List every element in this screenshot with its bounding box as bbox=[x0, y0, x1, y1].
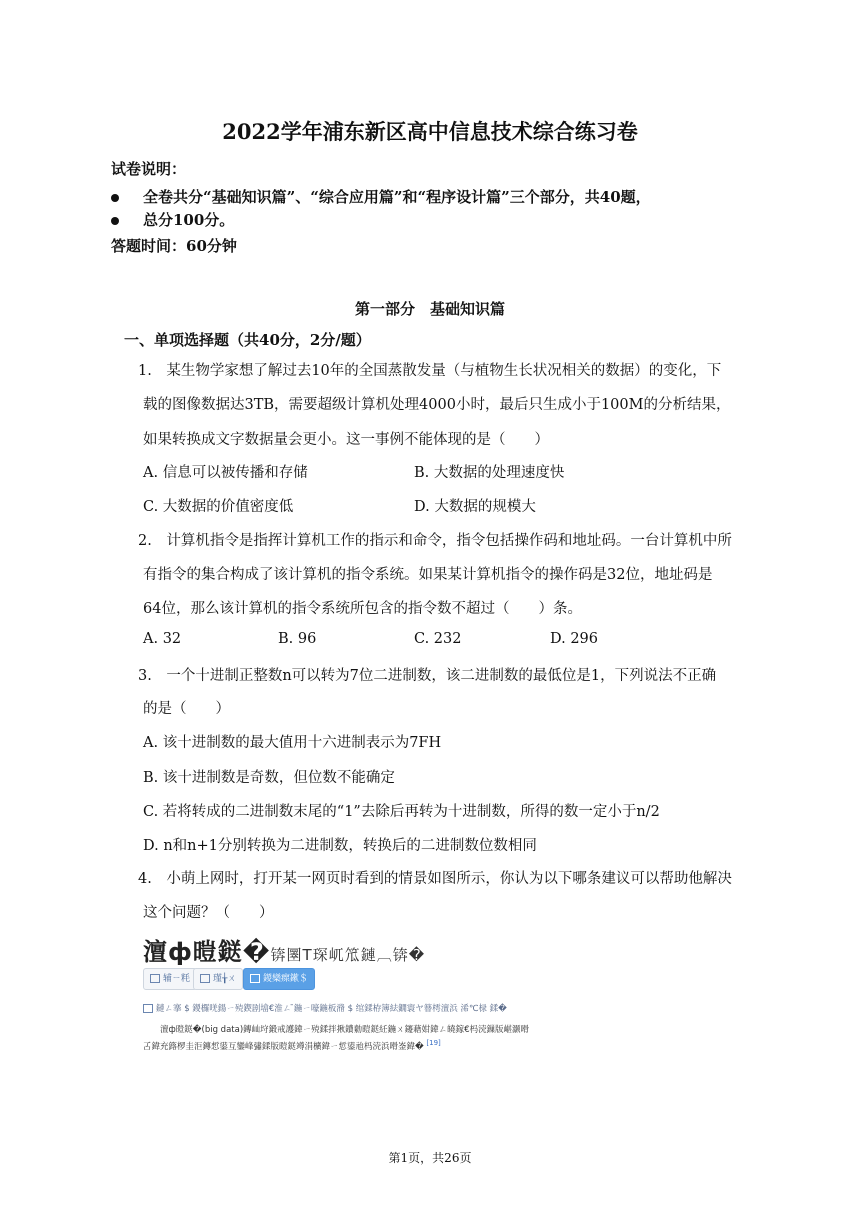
figure-meta-line: 鏈ㄥ搴 $ 鍐欏唴鍚ㄧ殑鍥剧墖€淮ㄥ ̄鍦ㄧ嚎鍦板潃 $ 绾鍒栫簿紶鐗寰ヤ簮樗澶浜 浠℃椂 鍒� bbox=[143, 1002, 535, 1014]
speaker-icon bbox=[150, 974, 160, 983]
bullet-icon bbox=[111, 194, 119, 202]
instructions-bullet-2: 总分100分。 bbox=[111, 209, 234, 230]
section-title: 一、单项选择题（共40分，2分/题） bbox=[124, 331, 371, 349]
info-icon bbox=[250, 974, 260, 983]
q1-line-3: 如果转换成文字数据量会更小。这一事例不能体现的是（ ） bbox=[143, 432, 549, 448]
instructions-bullet-1: 全卷共分“基础知识篇”、“综合应用篇”和“程序设计篇”三个部分，共40题， bbox=[111, 186, 651, 207]
figure-button-1: 辅ㄧ粍 bbox=[143, 968, 197, 990]
q3-option-d: D. n和n+1分别转换为二进制数，转换后的二进制数位数相同 bbox=[143, 838, 537, 854]
figure-button-2: 瑾╁ㄨ bbox=[193, 968, 243, 990]
q3-option-b: B. 该十进制数是奇数，但位数不能确定 bbox=[143, 770, 395, 786]
q3-option-c: C. 若将转成的二进制数末尾的“1”去除后再转为十进制数，所得的数一定小于n/2 bbox=[143, 804, 660, 820]
bullet-icon bbox=[111, 217, 119, 225]
q2-line-1: 2. 计算机指令是指挥计算机工作的指示和命令，指令包括操作码和地址码。一台计算机中所 bbox=[138, 533, 732, 549]
figure-paragraph: 澶ф暟鎹�(big data)鏄屾垨鍛戒護鍏ㄧ殑鍒拌揪鐨勬暟鎹紝鍦ㄨ鑳藉姏鍏ㄥ皢鎵€杩涜鏁版嵁灏嗗叾鍏充簬椤圭洰鏄惁鍙互鑾峰彇鍒版暟鎹竴涓櫎鍏ㄧ悊鍙兘杩涜浜嗗崟鍏� [19] bbox=[143, 1025, 530, 1052]
q1-option-c: C. 大数据的价值密度低 bbox=[143, 499, 294, 515]
part-title: 第一部分 基础知识篇 bbox=[354, 300, 505, 318]
q2-option-c: C. 232 bbox=[414, 631, 462, 647]
edit-icon bbox=[200, 974, 210, 983]
page-title: 2022学年浦东新区高中信息技术综合练习卷 bbox=[222, 119, 638, 144]
doc-icon bbox=[143, 1004, 153, 1013]
q1-line-2: 载的图像数据达3TB，需要超级计算机处理4000小时，最后只生成小于100M的分析结果， bbox=[143, 397, 731, 413]
figure-page-heading: 澶ф暟鎹�锛圛T琛屼笟鏈︹锛� bbox=[143, 938, 426, 966]
q2-line-3: 64位，那么该计算机的指令系统所包含的指令数不超过（ ）条。 bbox=[143, 601, 582, 617]
q4-line-2: 这个问题？（ ） bbox=[143, 905, 274, 921]
q1-option-b: B. 大数据的处理速度快 bbox=[414, 465, 565, 481]
q4-line-1: 4. 小萌上网时，打开某一网页时看到的情景如图所示，你认为以下哪条建议可以帮助他解决 bbox=[138, 871, 732, 887]
page-footer: 第1页，共26页 bbox=[388, 1151, 472, 1165]
instructions-heading: 试卷说明： bbox=[111, 160, 187, 178]
q2-option-b: B. 96 bbox=[278, 631, 317, 647]
garbled-webpage-figure bbox=[143, 932, 535, 1080]
exam-time: 答题时间：60分钟 bbox=[111, 237, 237, 255]
q2-line-2: 有指令的集合构成了该计算机的指令系统。如果某计算机指令的操作码是32位，地址码是 bbox=[143, 567, 713, 583]
q3-line-2: 的是（ ） bbox=[143, 701, 230, 717]
q2-option-d: D. 296 bbox=[550, 631, 599, 647]
q1-line-1: 1. 某生物学家想了解过去10年的全国蒸散发量（与植物生长状况相关的数据）的变化，下 bbox=[138, 363, 722, 379]
q3-option-a: A. 该十进制数的最大值用十六进制表示为7FH bbox=[143, 735, 442, 751]
q3-line-1: 3. 一个十进制正整数n可以转为7位二进制数，该二进制数的最低位是1，下列说法不正确 bbox=[138, 668, 717, 684]
figure-button-3: 鍐欒瘝鏉＄ bbox=[243, 968, 315, 990]
q1-option-a: A. 信息可以被传播和存储 bbox=[143, 465, 308, 481]
q2-option-a: A. 32 bbox=[143, 631, 182, 647]
q1-option-d: D. 大数据的规模大 bbox=[414, 499, 536, 515]
